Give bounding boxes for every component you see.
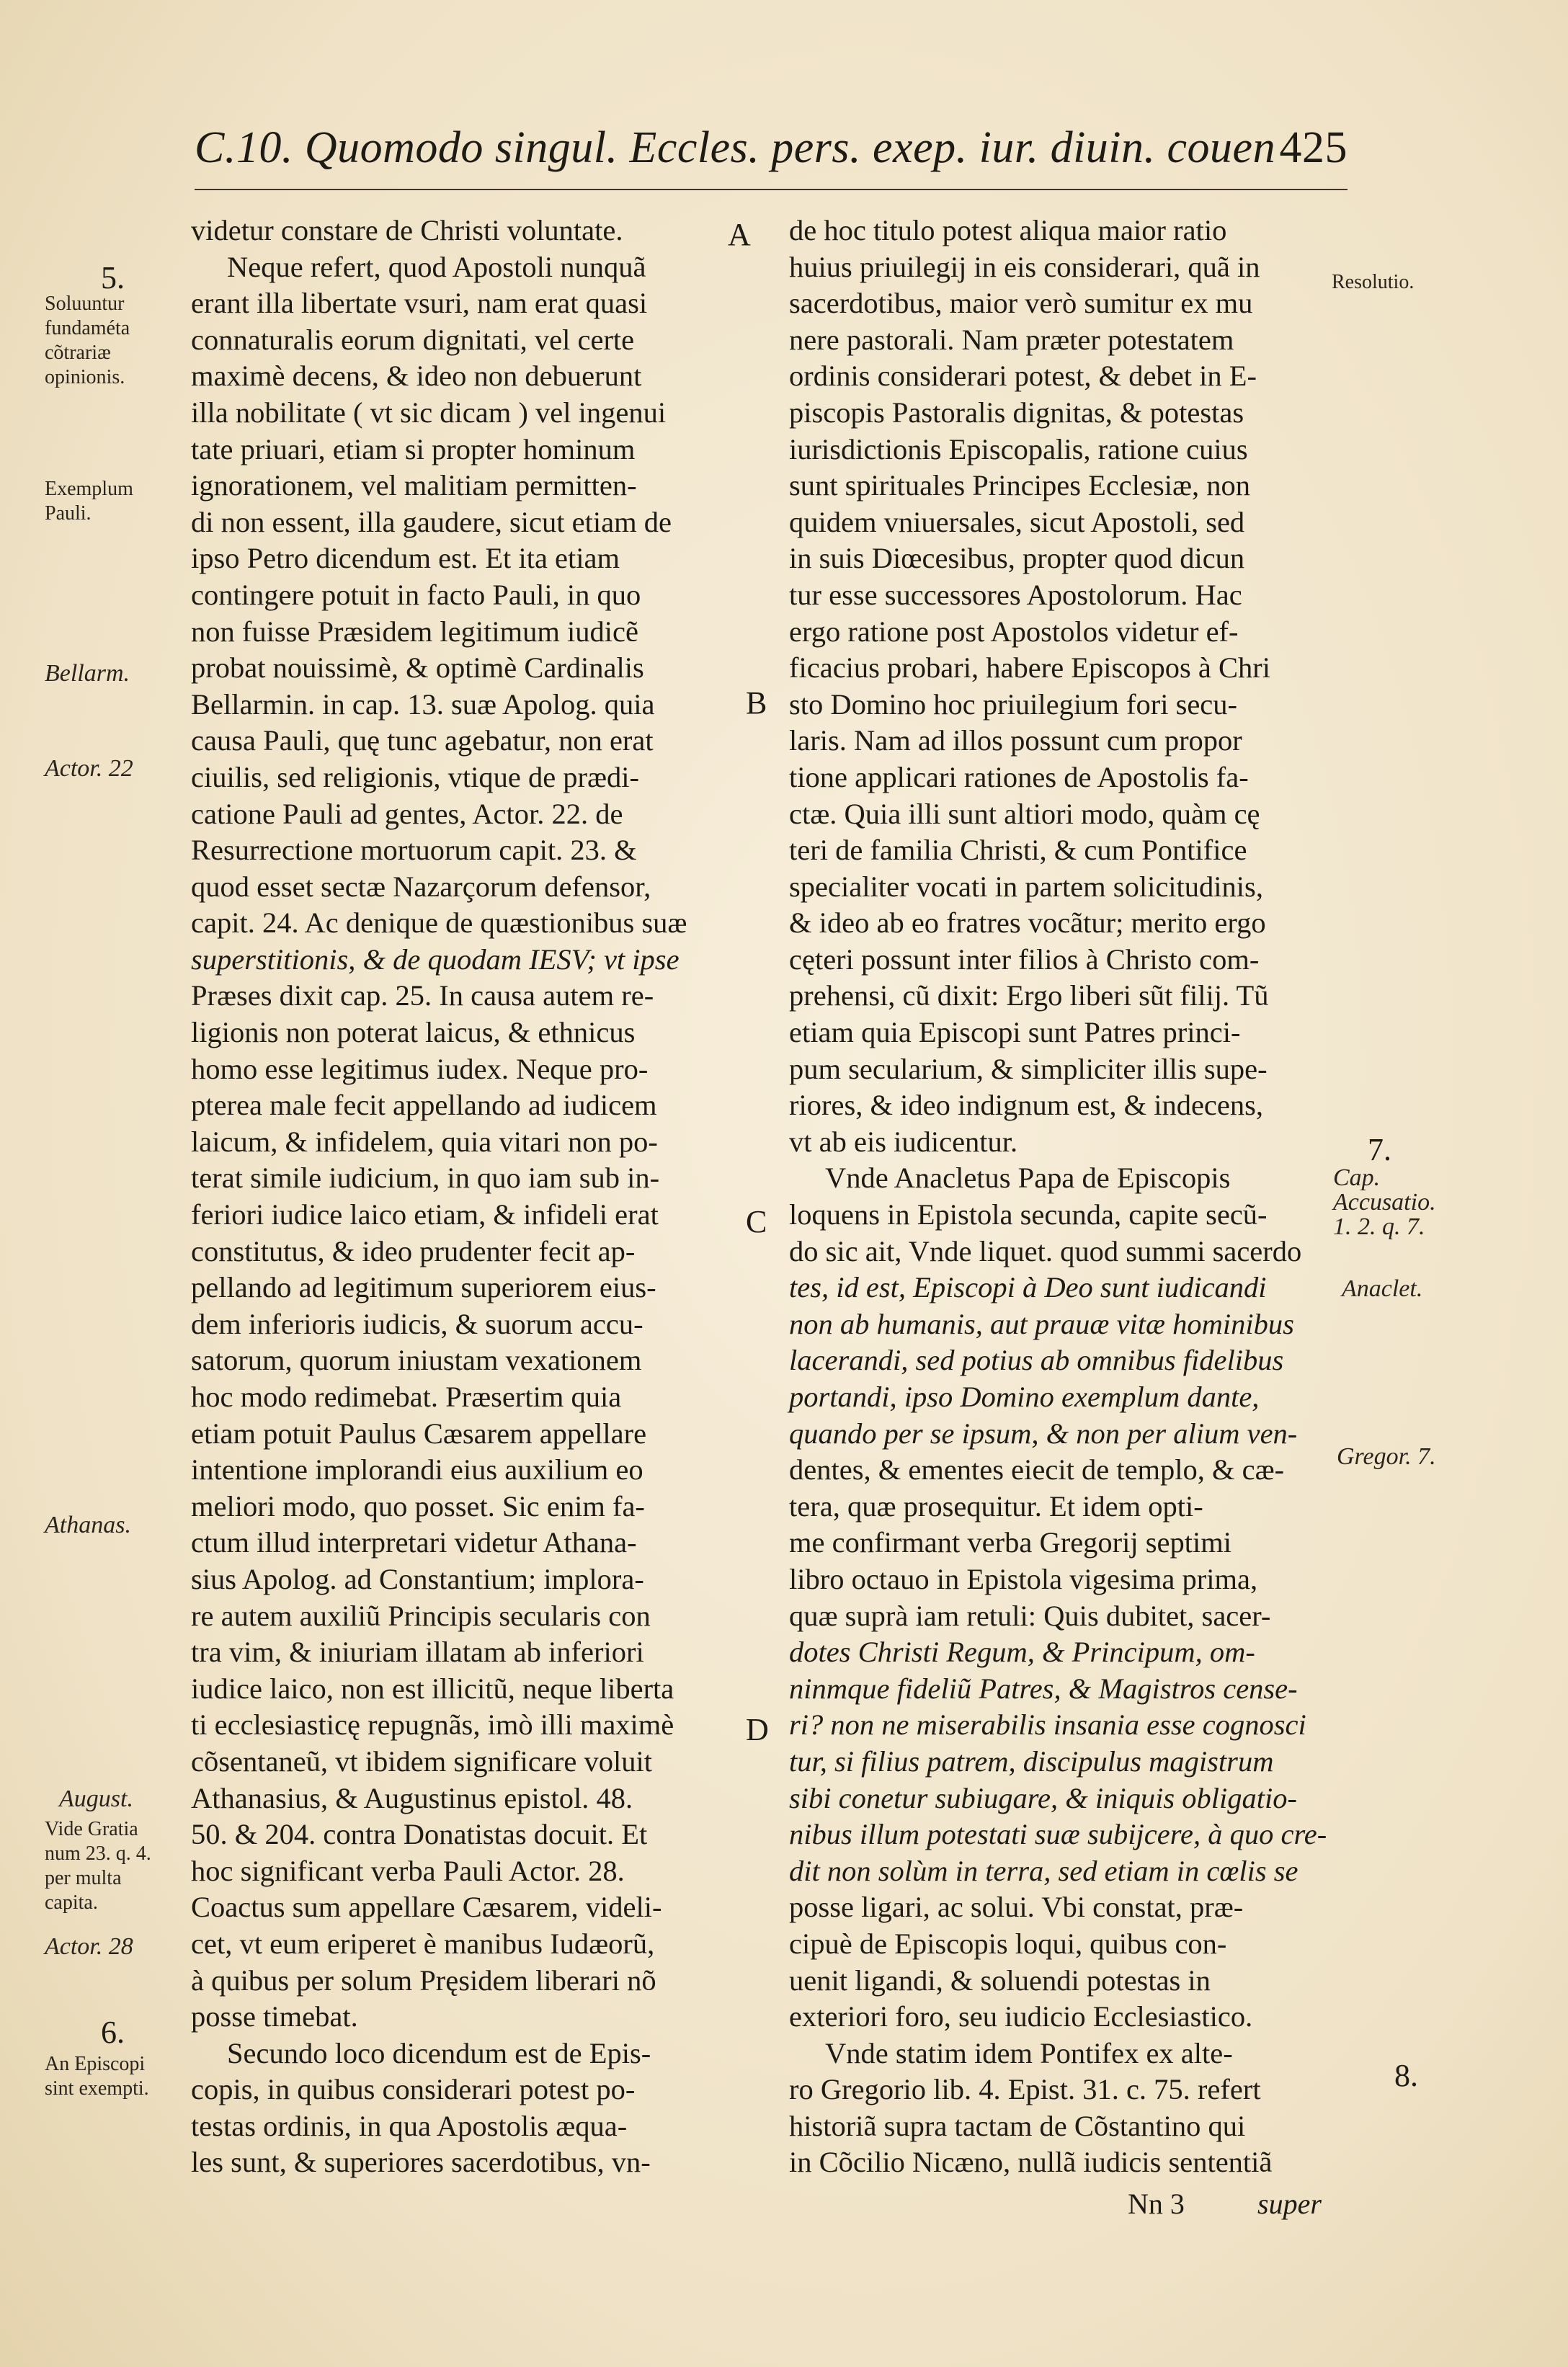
text-line: historiã supra tactam de Cõstantino qui xyxy=(789,2109,1246,2142)
section-letter-d: D xyxy=(746,1712,769,1747)
text-line: dem inferioris iudicis, & suorum accu- xyxy=(191,1307,643,1340)
text-line: specialiter vocati in partem solicitudinis, xyxy=(789,870,1263,903)
text-line: sto Domino hoc priuilegium fori secu- xyxy=(789,687,1238,721)
text-line: in Cõcilio Nicæno, nullã iudicis sententiã xyxy=(789,2146,1273,2179)
text-line: cęteri possunt inter filios à Christo com- xyxy=(789,942,1260,976)
text-line: in suis Diœcesibus, propter quod dicun xyxy=(789,542,1245,575)
text-line: huius priuilegij in eis considerari, quã in xyxy=(789,250,1260,283)
text-line: teri de familia Christi, & cum Pontifice xyxy=(789,834,1247,867)
text-line: etiam potuit Paulus Cæsarem appellare xyxy=(191,1417,647,1450)
text-line: ti ecclesiasticę repugnãs, imò illi maximè xyxy=(191,1708,674,1742)
text-line: tes, id est, Episcopi à Deo sunt iudicandi xyxy=(789,1271,1267,1304)
text-line: constitutus, & ideo prudenter fecit ap- xyxy=(191,1234,636,1267)
text-line: do sic ait, Vnde liquet. quod summi sacerdo xyxy=(789,1234,1302,1267)
text-line: ro Gregorio lib. 4. Epist. 31. c. 75. refert xyxy=(789,2073,1261,2106)
running-header xyxy=(195,122,1348,180)
text-line: catione Pauli ad gentes, Actor. 22. de xyxy=(191,797,623,830)
text-line: quæ suprà iam retuli: Quis dubitet, sacer- xyxy=(789,1599,1271,1632)
text-line: hoc modo redimebat. Præsertim quia xyxy=(191,1381,622,1413)
text-line: capit. 24. Ac denique de quæstionibus suæ xyxy=(191,906,687,940)
text-line: tera, quæ prosequitur. Et idem opti- xyxy=(789,1489,1203,1523)
text-line: dit non solùm in terra, sed etiam in cœlis se xyxy=(789,1854,1298,1887)
text-line: causa Pauli, quę tunc agebatur, non erat xyxy=(191,724,654,757)
text-line: meliori modo, quo posset. Sic enim fa- xyxy=(191,1489,645,1523)
margin-note-anaclet: Anaclet. xyxy=(1342,1275,1423,1302)
text-line: ordinis considerari potest, & debet in E- xyxy=(789,360,1257,393)
text-line: tate priuari, etiam si propter hominum xyxy=(191,432,636,465)
signature-mark: Nn 3 xyxy=(1128,2188,1185,2220)
text-line: ficacius probari, habere Episcopos à Chri xyxy=(789,651,1271,685)
text-line: loquens in Epistola secunda, capite secũ- xyxy=(789,1198,1268,1231)
text-line: Neque refert, quod Apostoli nunquã xyxy=(227,250,646,283)
text-line: hoc significant verba Pauli Actor. 28. xyxy=(191,1854,625,1887)
text-line: probat nouissimè, & optimè Cardinalis xyxy=(191,651,644,685)
text-line: vt ab eis iudicentur. xyxy=(789,1125,1018,1158)
text-line: prehensi, cũ dixit: Ergo liberi sũt filij. Tũ xyxy=(789,979,1269,1012)
text-line: cet, vt eum eriperet è manibus Iudæorũ, xyxy=(191,1927,655,1960)
margin-note-soluuntur: Soluuntur fundaméta cõtrariæ opinionis. xyxy=(45,293,130,388)
text-line: de hoc titulo potest aliqua maior ratio xyxy=(789,214,1227,246)
text-line: posse timebat. xyxy=(191,2000,358,2033)
text-line: superstitionis, & de quodam IESV; vt ipse xyxy=(191,942,680,976)
text-line: nibus illum potestati suæ subijcere, à quo cre- xyxy=(789,1818,1327,1851)
text-line: sacerdotibus, maior verò sumitur ex mu xyxy=(789,287,1253,320)
text-line: terat simile iudicium, in quo iam sub in- xyxy=(191,1162,660,1195)
text-line: ninmque fideliũ Patres, & Magistros cense- xyxy=(789,1672,1298,1705)
text-line: à quibus per solum Pręsidem liberari nõ xyxy=(191,1963,656,1997)
text-line: connaturalis eorum dignitati, vel certe xyxy=(191,323,635,356)
text-line: Resurrectione mortuorum capit. 23. & xyxy=(191,834,637,867)
text-line: lacerandi, sed potius ab omnibus fidelibus xyxy=(789,1344,1284,1377)
margin-note-actor28: Actor. 28 xyxy=(45,1933,133,1960)
text-line: tra vim, & iniuriam illatam ab inferiori xyxy=(191,1636,644,1669)
margin-note-athanas: Athanas. xyxy=(45,1512,131,1538)
margin-note-exemplum: Exemplum Pauli. xyxy=(45,478,133,525)
text-line: riores, & ideo indignum est, & indecens, xyxy=(789,1089,1264,1122)
text-line: iudice laico, non est illicitũ, neque liberta xyxy=(191,1672,674,1705)
text-line: iurisdictionis Episcopalis, ratione cuius xyxy=(789,432,1248,465)
text-line: ligionis non poterat laicus, & ethnicus xyxy=(191,1016,636,1049)
text-line: piscopis Pastoralis dignitas, & potestas xyxy=(789,396,1244,429)
text-line: ergo ratione post Apostolos videtur ef- xyxy=(789,615,1239,648)
text-line: cõsentaneũ, vt ibidem significare voluit xyxy=(191,1744,652,1778)
text-line: Præses dixit cap. 25. In causa autem re- xyxy=(191,979,654,1012)
text-line: contingere potuit in facto Pauli, in quo xyxy=(191,578,641,611)
text-line: ciuilis, sed religionis, vtique de prædi- xyxy=(191,760,640,793)
text-line: ignorationem, vel malitiam permitten- xyxy=(191,469,637,502)
margin-note-an-episcopi: An Episcopi sint exempti. xyxy=(45,2053,149,2100)
text-line: Coactus sum appellare Cæsarem, videli- xyxy=(191,1891,662,1924)
section-letter-b: B xyxy=(746,685,767,721)
text-line: nere pastorali. Nam præter potestatem xyxy=(789,323,1234,356)
margin-note-cap-accusatio: Cap. Accusatio. 1. 2. q. 7. xyxy=(1333,1164,1436,1240)
text-column-left xyxy=(191,213,724,2181)
text-line: illa nobilitate ( vt sic dicam ) vel ingenui xyxy=(191,396,667,429)
margin-section-7: 7. xyxy=(1368,1132,1391,1167)
text-line: ri? non ne miserabilis insania esse cognosci xyxy=(789,1708,1306,1742)
text-line: ctæ. Quia illi sunt altiori modo, quàm cę xyxy=(789,797,1260,830)
text-line: pum secularium, & simpliciter illis supe- xyxy=(789,1052,1268,1085)
text-line: quod esset sectæ Nazarçorum defensor, xyxy=(191,870,651,903)
text-line: videtur constare de Christi voluntate. xyxy=(191,214,623,246)
section-letter-a: A xyxy=(728,217,751,252)
text-line: copis, in quibus considerari potest po- xyxy=(191,2073,636,2106)
text-line: dotes Christi Regum, & Principum, om- xyxy=(789,1636,1255,1669)
text-line: exteriori foro, seu iudicio Ecclesiastico. xyxy=(789,2000,1253,2033)
text-line: me confirmant verba Gregorij septimi xyxy=(789,1526,1232,1559)
text-column-right xyxy=(789,213,1329,2181)
text-line: posse ligari, ac solui. Vbi constat, præ- xyxy=(789,1891,1244,1924)
running-title: C.10. Quomodo singul. Eccles. pers. exep. iur. diuin. couen xyxy=(195,123,1276,172)
section-letter-c: C xyxy=(746,1204,767,1239)
page-number: 425 xyxy=(1279,123,1348,172)
text-line: Vnde Anacletus Papa de Episcopis xyxy=(825,1162,1231,1195)
margin-section-6: 6. xyxy=(101,2015,125,2050)
margin-note-resolutio: Resolutio. xyxy=(1332,271,1415,293)
text-line: les sunt, & superiores sacerdotibus, vn- xyxy=(191,2146,651,2179)
margin-section-5: 5. xyxy=(101,260,125,295)
text-line: erant illa libertate vsuri, nam erat quasi xyxy=(191,287,648,320)
text-line: tione applicari rationes de Apostolis fa- xyxy=(789,760,1249,793)
text-line: quando per se ipsum, & non per alium ven- xyxy=(789,1417,1298,1450)
text-line: sius Apolog. ad Constantium; implora- xyxy=(191,1562,644,1595)
text-line: quidem vniuersales, sicut Apostoli, sed xyxy=(789,505,1245,538)
text-line: libro octauo in Epistola vigesima prima, xyxy=(789,1562,1258,1595)
text-line: Vnde statim idem Pontifex ex alte- xyxy=(825,2036,1233,2069)
text-line: tur, si filius patrem, discipulus magistrum xyxy=(789,1744,1274,1778)
text-line: uenit ligandi, & soluendi potestas in xyxy=(789,1963,1211,1997)
text-line: laicum, & infidelem, quia vitari non po- xyxy=(191,1125,658,1158)
margin-note-august: August. xyxy=(59,1786,133,1812)
text-line: pterea male fecit appellando ad iudicem xyxy=(191,1089,657,1122)
text-line: non ab humanis, aut prauæ vitæ hominibus xyxy=(789,1307,1294,1340)
text-line: pellando ad legitimum superiorem eius- xyxy=(191,1271,656,1304)
margin-section-8: 8. xyxy=(1394,2058,1418,2093)
text-line: tur esse successores Apostolorum. Hac xyxy=(789,578,1242,611)
header-rule xyxy=(195,189,1348,190)
text-line: di non essent, illa gaudere, sicut etiam de xyxy=(191,505,672,538)
text-line: re autem auxiliũ Principis secularis con xyxy=(191,1599,651,1632)
text-line: non fuisse Præsidem legitimum iudicẽ xyxy=(191,615,638,648)
text-line: ctum illud interpretari videtur Athana- xyxy=(191,1526,637,1559)
text-line: laris. Nam ad illos possunt cum propor xyxy=(789,724,1242,757)
text-line: 50. & 204. contra Donatistas docuit. Et xyxy=(191,1818,648,1851)
text-line: homo esse legitimus iudex. Neque pro- xyxy=(191,1052,649,1085)
text-line: dentes, & ementes eiecit de templo, & cæ- xyxy=(789,1453,1285,1486)
text-line: intentione implorandi eius auxilium eo xyxy=(191,1453,643,1486)
text-line: ipso Petro dicendum est. Et ita etiam xyxy=(191,542,620,575)
text-line: satorum, quorum iniustam vexationem xyxy=(191,1344,642,1377)
text-line: sibi conetur subiugare, & iniquis obligatio- xyxy=(789,1781,1297,1814)
text-line: sunt spirituales Principes Ecclesiæ, non xyxy=(789,469,1251,502)
margin-note-bellarm: Bellarm. xyxy=(45,660,130,687)
margin-note-vide-gratia: Vide Gratia num 23. q. 4. per multa capita. xyxy=(45,1818,151,1914)
text-line: Athanasius, & Augustinus epistol. 48. xyxy=(191,1781,633,1814)
text-line: feriori iudice laico etiam, & infideli erat xyxy=(191,1198,659,1231)
margin-note-gregor: Gregor. 7. xyxy=(1337,1443,1436,1470)
text-line: Bellarmin. in cap. 13. suæ Apolog. quia xyxy=(191,687,655,721)
text-line: testas ordinis, in qua Apostolis æqua- xyxy=(191,2109,628,2142)
text-line: etiam quia Episcopi sunt Patres princi- xyxy=(789,1016,1241,1049)
text-line: portandi, ipso Domino exemplum dante, xyxy=(789,1381,1260,1413)
catchword: super xyxy=(1257,2188,1322,2220)
margin-note-actor22: Actor. 22 xyxy=(45,755,133,782)
text-line: cipuè de Episcopis loqui, quibus con- xyxy=(789,1927,1227,1960)
text-line: maximè decens, & ideo non debuerunt xyxy=(191,360,642,393)
text-line: Secundo loco dicendum est de Epis- xyxy=(227,2036,651,2069)
text-line: & ideo ab eo fratres vocãtur; merito ergo xyxy=(789,906,1266,940)
